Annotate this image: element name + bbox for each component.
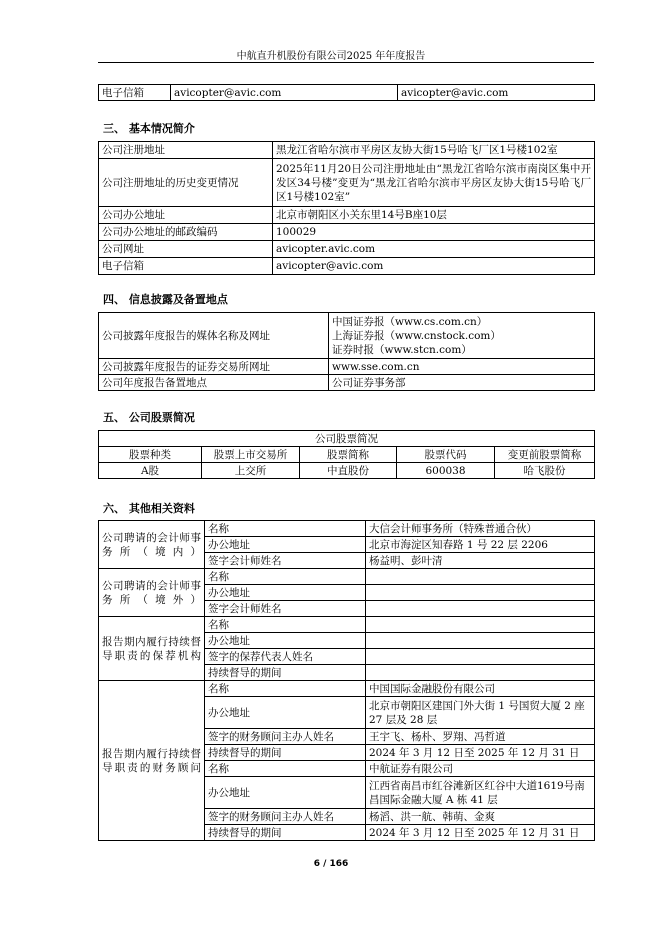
table-cell: 中直股份 bbox=[300, 463, 397, 479]
cell-key: 持续督导的期间 bbox=[205, 665, 366, 681]
cell-key: 办公地址 bbox=[205, 585, 366, 601]
basic-info-table bbox=[98, 141, 595, 275]
cell-value: 2024 年 3 月 12 日至 2025 年 12 月 31 日 bbox=[366, 825, 595, 841]
cell-value: 2025年11月20日公司注册地址由“黑龙江省哈尔滨市南岗区集中开发区34号楼”变更为“黑龙江省哈尔滨市平房区友协大街15号哈飞厂区1号楼102室” bbox=[273, 159, 595, 207]
contact-table-tail bbox=[98, 84, 595, 101]
column-header: 股票代码 bbox=[397, 447, 495, 463]
cell-label: 电子信箱 bbox=[99, 258, 273, 275]
section-title: 六、 其他相关资料 bbox=[103, 502, 195, 515]
column-header: 变更前股票简称 bbox=[495, 447, 595, 463]
cell-label: 公司注册地址的历史变更情况 bbox=[99, 159, 273, 207]
cell-label: 电子信箱 bbox=[99, 85, 171, 101]
table-cell: 哈飞股份 bbox=[495, 463, 595, 479]
cell-value bbox=[366, 569, 595, 585]
page-header: 中航直升机股份有限公司2025 年年度报告 bbox=[236, 51, 426, 62]
cell-key: 办公地址 bbox=[205, 697, 366, 729]
table-cell: 600038 bbox=[397, 463, 495, 479]
cell-label: 公司网址 bbox=[99, 241, 273, 258]
cell-value: www.sse.com.cn bbox=[329, 359, 595, 375]
cell-value: avicopter@avic.com bbox=[398, 85, 595, 101]
cell-key: 签字的财务顾问主办人姓名 bbox=[205, 809, 366, 825]
cell-value: avicopter@avic.com bbox=[171, 85, 398, 101]
stock-table bbox=[98, 430, 595, 479]
cell-value: 中航证券有限公司 bbox=[366, 761, 595, 777]
cell-label: 公司办公地址 bbox=[99, 207, 273, 224]
cell-key: 持续督导的期间 bbox=[205, 745, 366, 761]
group-label: 公司聘请的会计师事务所（境外） bbox=[99, 569, 205, 617]
table-cell: 上交所 bbox=[202, 463, 300, 479]
cell-key: 签字的财务顾问主办人姓名 bbox=[205, 729, 366, 745]
column-header: 股票简称 bbox=[300, 447, 397, 463]
cell-value: 江西省南昌市红谷滩新区红谷中大道1619号南昌国际金融大厦 A 栋 41 层 bbox=[366, 777, 595, 809]
cell-key: 名称 bbox=[205, 569, 366, 585]
cell-key: 办公地址 bbox=[205, 777, 366, 809]
cell-key: 签字会计师姓名 bbox=[205, 601, 366, 617]
cell-value: 2024 年 3 月 12 日至 2025 年 12 月 31 日 bbox=[366, 745, 595, 761]
cell-value: 公司证券事务部 bbox=[329, 375, 595, 391]
cell-key: 办公地址 bbox=[205, 537, 366, 553]
media-item: 证券时报（www.stcn.com） bbox=[332, 343, 472, 356]
cell-key: 签字的保荐代表人姓名 bbox=[205, 649, 366, 665]
cell-value: 北京市朝阳区小关东里14号B座10层 bbox=[273, 207, 595, 224]
media-item: 中国证券报（www.cs.com.cn） bbox=[332, 315, 488, 328]
cell-label: 公司披露年度报告的证券交易所网址 bbox=[99, 359, 329, 375]
disclosure-table bbox=[98, 312, 595, 391]
table-cell: A股 bbox=[99, 463, 202, 479]
cell-value: 北京市朝阳区建国门外大街 1 号国贸大厦 2 座 27 层及 28 层 bbox=[366, 697, 595, 729]
cell-key: 名称 bbox=[205, 681, 366, 697]
section-title: 四、 信息披露及备置地点 bbox=[103, 293, 228, 306]
cell-value bbox=[366, 633, 595, 649]
group-label: 报告期内履行持续督导职责的财务顾问 bbox=[99, 681, 205, 841]
cell-label: 公司年度报告备置地点 bbox=[99, 375, 329, 391]
cell-value bbox=[366, 617, 595, 633]
cell-value: 杨益明、彭叶清 bbox=[366, 553, 595, 569]
section-title: 三、 基本情况简介 bbox=[103, 122, 195, 135]
column-header: 股票上市交易所 bbox=[202, 447, 300, 463]
cell-value: 100029 bbox=[273, 224, 595, 241]
column-header: 股票种类 bbox=[99, 447, 202, 463]
stock-table-title: 公司股票简况 bbox=[99, 431, 595, 447]
cell-value: 中国国际金融股份有限公司 bbox=[366, 681, 595, 697]
cell-value: avicopter@avic.com bbox=[273, 258, 595, 275]
cell-value bbox=[366, 585, 595, 601]
cell-value: 大信会计师事务所（特殊普通合伙） bbox=[366, 521, 595, 537]
cell-value: 北京市海淀区知春路 1 号 22 层 2206 bbox=[366, 537, 595, 553]
cell-value: 黑龙江省哈尔滨市平房区友协大街15号哈飞厂区1号楼102室 bbox=[273, 142, 595, 159]
cell-key: 名称 bbox=[205, 761, 366, 777]
cell-label: 公司办公地址的邮政编码 bbox=[99, 224, 273, 241]
cell-value bbox=[366, 665, 595, 681]
cell-key: 名称 bbox=[205, 617, 366, 633]
cell-label: 公司注册地址 bbox=[99, 142, 273, 159]
cell-key: 名称 bbox=[205, 521, 366, 537]
cell-key: 持续督导的期间 bbox=[205, 825, 366, 841]
cell-key: 办公地址 bbox=[205, 633, 366, 649]
media-item: 上海证券报（www.cnstock.com） bbox=[332, 329, 501, 342]
section-title: 五、 公司股票简况 bbox=[103, 411, 195, 424]
cell-value: avicopter.avic.com bbox=[273, 241, 595, 258]
cell-value bbox=[366, 649, 595, 665]
group-label: 报告期内履行持续督导职责的保荐机构 bbox=[99, 617, 205, 681]
media-list bbox=[329, 313, 595, 359]
header-rule bbox=[98, 62, 594, 63]
group-label: 公司聘请的会计师事务所（境内） bbox=[99, 521, 205, 569]
cell-value bbox=[366, 601, 595, 617]
cell-key: 签字会计师姓名 bbox=[205, 553, 366, 569]
page-number: 6 / 166 bbox=[313, 859, 349, 869]
other-info-table bbox=[98, 520, 595, 841]
cell-label: 公司披露年度报告的媒体名称及网址 bbox=[99, 313, 329, 359]
cell-value: 杨滔、洪一航、韩萌、金爽 bbox=[366, 809, 595, 825]
cell-value: 王宇飞、杨朴、罗翔、冯哲道 bbox=[366, 729, 595, 745]
